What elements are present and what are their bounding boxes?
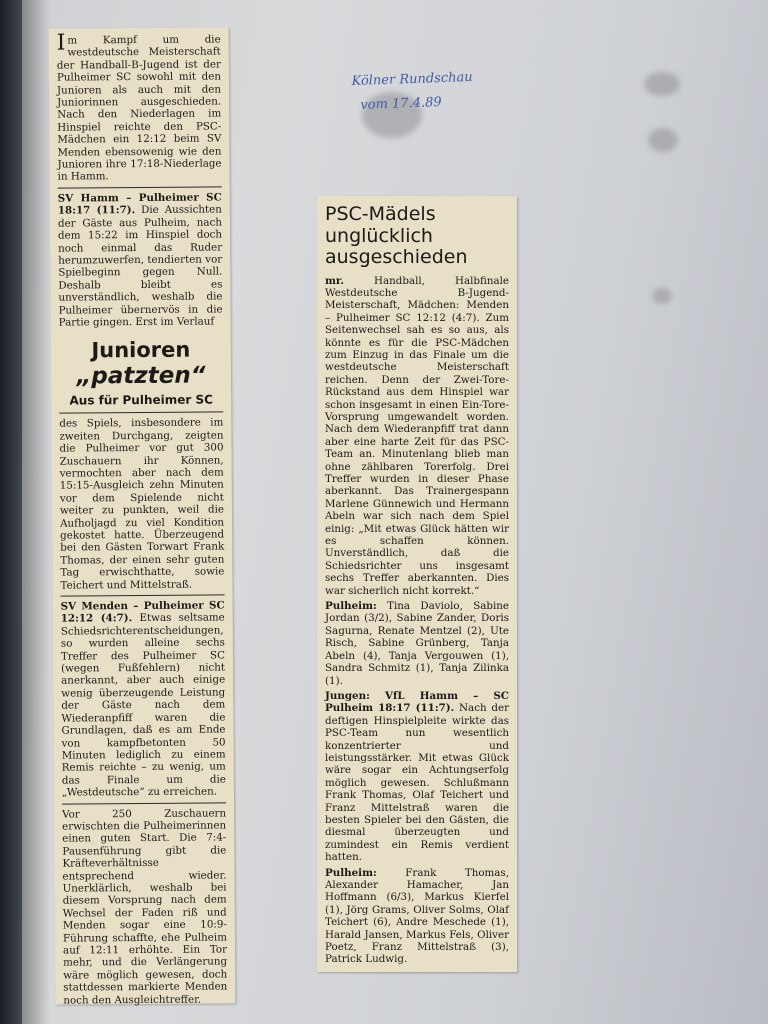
page-shadow xyxy=(22,0,50,1024)
lineup-girls-text: Tina Daviolo, Sabine Jordan (3/2), Sabine Zander, Doris Sagurna, Renate Mentzel (2), Ute Risch, Sabine Grünberg, Tanja Abeln (4), Tanja Vergouwen (1), Sandra Schmitz (1), Tanja Zilinka (1). xyxy=(325,600,509,687)
lineup-boys-text: Frank Thomas, Alexander Hamacher, Jan Hoffmann (6/3), Markus Kierfel (1), Jörg Grams, Oliver Solms, Olaf Teichert (6), Andre Meschede (1), Harald Jansen, Markus Fels, Oliver Poetz, Franz Mittelstraß (3), Patrick Ludwig. xyxy=(325,866,509,966)
divider xyxy=(61,594,225,596)
report-menden-text: Etwas seltsame Schiedsrichterentscheidungen, so wurden alleine sechs Treffer des Pulheimer SC (wegen Fußfehlern) nicht anerkannt, aber auch einige wenig überzeugende Leistung der Gäste nach dem Wiederanpfiff waren die Grundlagen, daß es am Ende von kampfbetonten 50 Minuten lediglich zu einem Remis reichte – zu wenig, um das Finale um die „Westdeutsche“ zu erreichen. xyxy=(60,611,226,799)
headline-subtitle: Aus für Pulheimer SC xyxy=(69,392,213,408)
headline-line-2: „patzten“ xyxy=(76,362,206,390)
smudge-mark xyxy=(652,288,672,304)
report-hamm xyxy=(58,191,223,329)
report-semifinal-lead: mr. xyxy=(325,274,344,287)
report-continuation: des Spiels, insbesondere im zweiten Durchgang, zeigten die Pulheimer vor gut 300 Zuschauern ihr Können, vermochten aber nach dem 15:15-Ausgleich zehn Minuten vor dem Spielende nicht weiter zu punkten, weil die Aufholjagd zu viel Kondition gekostet hatte. Überzeugend bei den Gästen Torwart Frank Thomas, der einen sehr guten Tag erwischthatte, sowie Teichert und Mittelstraß. xyxy=(59,416,225,592)
left-headline-block xyxy=(59,338,223,409)
smudge-mark xyxy=(648,128,678,152)
lineup-boys xyxy=(325,867,509,966)
lineup-girls-lead: Pulheim: xyxy=(325,600,377,613)
newspaper-clipping-left xyxy=(49,27,236,1007)
lineup-girls xyxy=(325,600,509,687)
report-menden xyxy=(61,599,226,799)
annotation-date: vom 17.4.89 xyxy=(360,94,442,113)
headline-line-1: Junioren xyxy=(91,338,191,363)
report-semifinal-text: Handball, Halbfinale Westdeutsche B-Jugend-Meisterschaft, Mädchen: Menden – Pulheimer SC 12:12 (4:7). Zum Seitenwechsel sah es so aus, als könnte es für die PSC-Mädchen zum Einzug in das Finale um die westdeutsche Meisterschaft reichen. Denn der Zwei-Tore-Rückstand aus dem Hinspiel war schon insgesamt in einen Ein-Tore-Vorsprung umgewandelt worden. Nach dem Wiederanpfiff trat dann aber eine harte Zeit für das PSC-Team an. Minutenlang blieb man ohne zählbaren Torerfolg. Drei Treffer wurden in dieser Phase aberkannt. Das Trainergespann Marlene Günnewich und Hermann Abeln war sich nach dem Spiel einig: „Mit etwas Glück hätten wir es schaffen können. Unverständlich, daß die Schiedsrichter uns insgesamt sechs Treffer aberkannten. Dies war sicherlich nicht korrekt.“ xyxy=(325,274,509,597)
annotation-source: Kölner Rundschau xyxy=(351,69,473,90)
report-boys-text: Nach der deftigen Hinspielpleite wirkte das PSC-Team nun wesentlich konzentrierter und leistungsstärker. Mit etwas Glück wäre sogar ein Achtungserfolg möglich gewesen. Schlußmann Frank Thomas, Olaf Teichert und Franz Mittelstraß waren die besten Spieler bei den Gästen, die diesmal überzeugten und zumindest ein Remis verdient hatten. xyxy=(325,702,509,864)
report-hamm-lead: SV Hamm – Pulheimer SC 18:17 (11:7). xyxy=(57,191,222,217)
report-menden-lead: SV Menden – Pulheimer SC 12:12 (4:7). xyxy=(60,599,225,626)
lineup-boys-lead: Pulheim: xyxy=(325,866,377,879)
article-intro: Im Kampf um die westdeutsche Meisterschaft der Handball-B-Jugend ist der Pulheimer SC sowohl mit den Junioren als auch mit den Juniorinnen ausgeschieden. Nach den Niederlagen im Hinspiel reichte den PSC-Mädchen ein 12:12 beim SV Menden ebensowenig wie den Junioren ihre 17:18-Niederlage in Hamm. xyxy=(56,30,222,184)
right-headline: PSC-Mädels unglücklich ausgeschieden xyxy=(325,203,468,268)
report-girls: Vor 250 Zuschauern erwischten die Pulheimerinnen einen guten Start. Die 7:4-Pausenführung gibt die Kräfteverhältnisse entsprechend wieder. Unerklärlich, weshalb bei diesem Vorsprung nach dem Wechsel der Faden riß und Menden sogar eine 10:9-Führung schaffte, ehe Pulheim auf 12:11 erhöhte. Ein Tor mehr, und die Verlängerung wäre möglich gewesen, doch stattdessen markierte Menden noch den Ausgleichtreffer. xyxy=(62,806,228,1007)
smudge-mark xyxy=(644,72,680,96)
divider xyxy=(58,186,222,188)
report-boys-lead: Jungen: VfL Hamm – SC Pulheim 18:17 (11:7). xyxy=(325,689,509,715)
divider xyxy=(62,802,226,804)
report-hamm-text: Die Aussichten der Gäste aus Pulheim, nach dem 15:22 im Hinspiel doch noch einmal das Ruder herumzuwerfen, tendierten vor Spielbeginn gegen Null. Deshalb bleibt es unverständlich, weshalb die Pulheimer übernervös in die Partie gingen. Erst im Verlauf xyxy=(57,203,223,329)
handwritten-annotation xyxy=(351,66,474,118)
newspaper-clipping-right xyxy=(317,196,517,972)
report-semifinal xyxy=(325,275,509,598)
divider xyxy=(59,412,223,414)
report-boys xyxy=(325,690,509,864)
